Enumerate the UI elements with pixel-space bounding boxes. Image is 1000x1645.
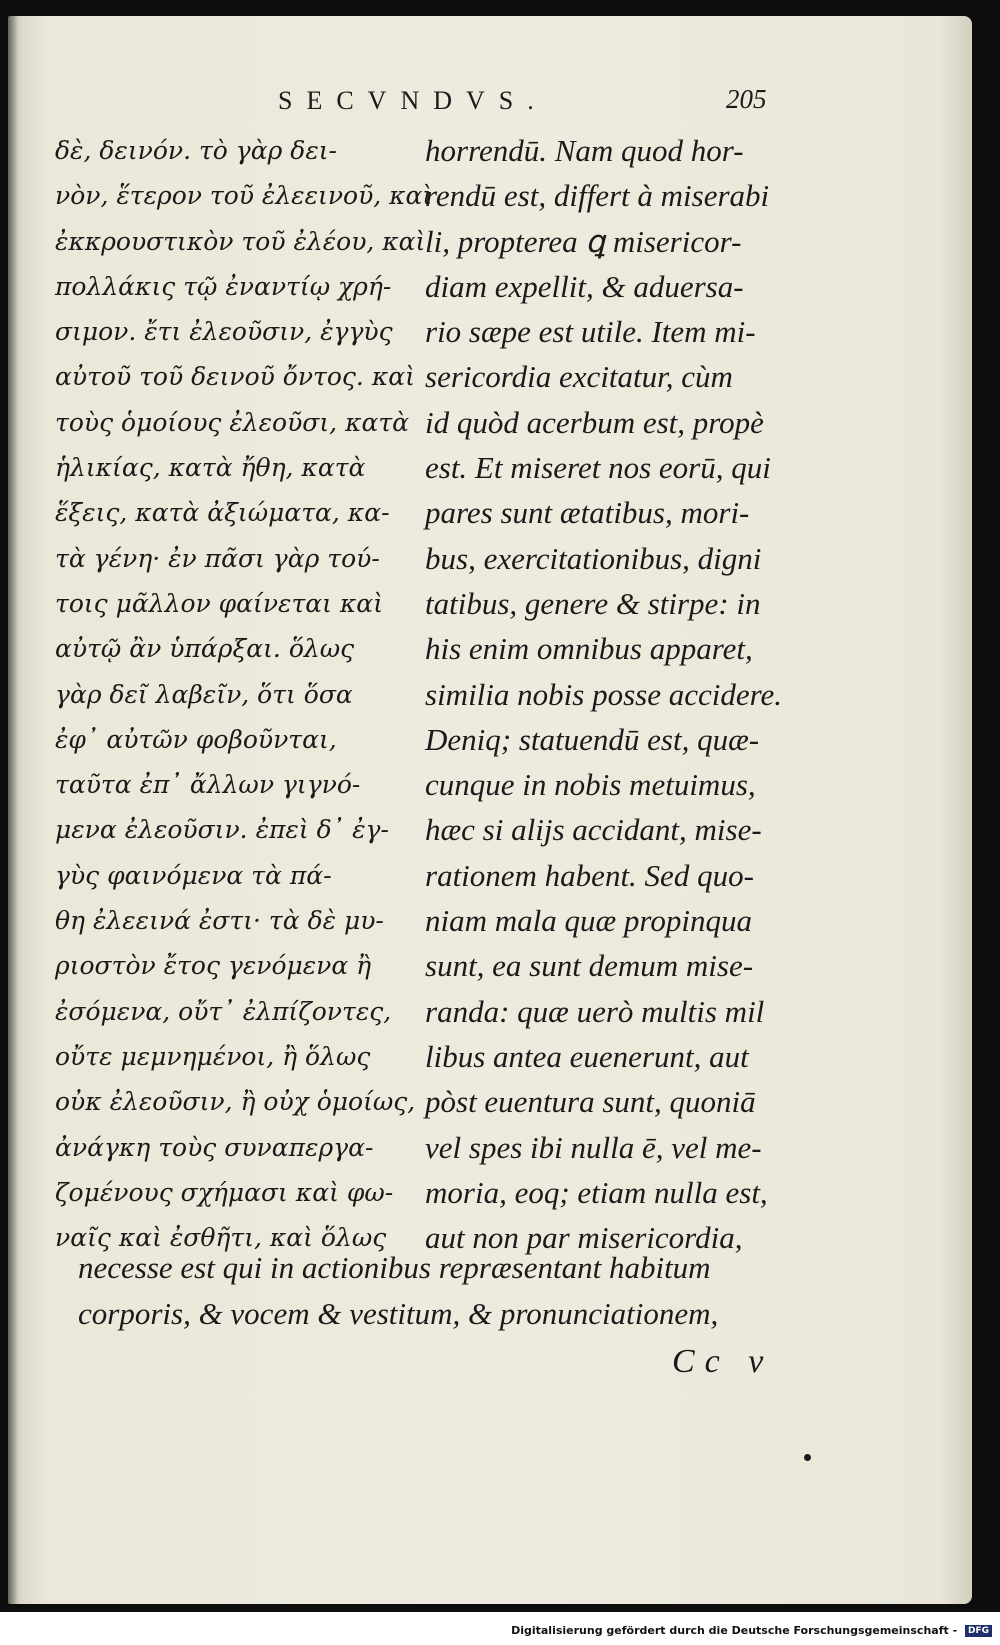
greek-line: οὐκ ἐλεοῦσιν, ἢ οὐχ ὁμοίως, [55,1087,416,1117]
greek-column [55,128,433,1260]
latin-line: li, propterea ꝗ misericor- [425,223,742,259]
greek-line: τοις μᾶλλον φαίνεται καὶ [55,588,383,618]
latin-line: Deniq; statuendū est, quæ- [425,721,760,757]
latin-line: similia nobis posse accidere. [425,676,783,712]
greek-line: ἐσόμενα, οὔτ᾽ ἐλπίζοντες, [55,996,392,1026]
greek-line: τὰ γένη· ἐν πᾶσι γὰρ τού- [55,543,380,573]
latin-line: sericordia excitatur, cùm [425,359,733,395]
full-width-line: corporis, & vocem & vestitum, & pronunciationem, [78,1296,719,1331]
latin-line: hæc si alijs accidant, mise- [425,812,762,848]
latin-line: moria, eoq; etiam nulla est, [425,1174,768,1210]
latin-line: cunque in nobis metuimus, [425,767,756,803]
latin-line: sunt, ea sunt demum mise- [425,948,754,984]
running-head: SECVNDVS. [278,86,548,115]
greek-line: ριοστὸν ἔτος γενόμενα ἢ [55,951,372,981]
greek-line: ἐκκρουστικὸν τοῦ ἐλέου, καὶ [55,226,426,256]
greek-line: ἐφ᾽ αὐτῶν φοβοῦνται, [55,724,337,754]
greek-line: τοὺς ὁμοίους ἐλεοῦσι, κατὰ [55,407,410,437]
latin-line: randa: quæ uerò multis mil [425,993,765,1029]
latin-line: niam mala quæ propinqua [425,903,752,939]
greek-line: νὸν, ἕτερον τοῦ ἐλεεινοῦ, καὶ [55,181,433,211]
latin-line: tatibus, genere & stirpe: in [425,585,761,621]
ink-speck [804,1454,811,1461]
spine-shadow [8,16,18,1604]
latin-line: libus antea euenerunt, aut [425,1038,749,1074]
latin-line: bus, exercitationibus, digni [425,540,762,576]
greek-line: ἕξεις, κατὰ ἀξιώματα, κα- [55,498,390,528]
latin-line: id quòd acerbum est, propè [425,404,764,440]
latin-line: rio sæpe est utile. Item mi- [425,314,756,350]
greek-line: δὲ, δεινόν. τὸ γὰρ δει- [55,136,337,165]
latin-line: his enim omnibus apparet, [425,631,753,667]
greek-line: γὰρ δεῖ λαβεῖν, ὅτι ὅσα [55,679,353,709]
latin-line: pòst euentura sunt, quoniā [425,1084,756,1120]
greek-line: σιμον. ἔτι ἐλεοῦσιν, ἐγγὺς [55,317,393,347]
footer-text: Digitalisierung gefördert durch die Deutsche Forschungsgemeinschaft - [511,1624,958,1637]
latin-line: est. Et miseret nos eorū, qui [425,450,771,486]
full-width-line: necesse est qui in actionibus repræsentant habitum [78,1250,711,1285]
latin-column [425,128,830,1260]
dfg-logo: DFG [965,1625,992,1637]
greek-line: γὺς φαινόμενα τὰ πά- [55,860,332,890]
latin-line: vel spes ibi nulla ē, vel me- [425,1129,762,1165]
greek-line: ναῖς καὶ ἐσθῆτι, καὶ ὅλως [55,1223,387,1253]
latin-line: rationem habent. Sed quo- [425,857,754,893]
latin-line: pares sunt ætatibus, mori- [425,495,750,531]
greek-line: ζομένους σχήμασι καὶ φω- [55,1177,394,1207]
digitization-footer [511,1624,992,1637]
latin-line: rendū est, differt à miserabi [425,178,770,214]
page-number: 205 [726,84,767,114]
greek-line: ἡλικίας, κατὰ ἤθη, κατὰ [55,453,366,483]
greek-line: αὐτοῦ τοῦ δεινοῦ ὄντος. καὶ [55,362,415,392]
greek-line: θη ἐλεεινά ἐστι· τὰ δὲ μυ- [55,906,384,936]
latin-line: horrendū. Nam quod hor- [425,133,744,168]
greek-line: οὔτε μεμνημένοι, ἢ ὅλως [55,1041,371,1071]
signature-mark: Cc v [672,1343,774,1380]
latin-line: diam expellit, & aduersa- [425,268,744,304]
latin-line: aut non par misericordia, [425,1220,743,1256]
greek-line: ἀνάγκη τοὺς συναπεργα- [55,1132,374,1162]
greek-line: πολλάκις τῷ ἐναντίῳ χρή- [55,271,392,301]
greek-line: μενα ἐλεοῦσιν. ἐπεὶ δ᾽ ἐγ- [55,815,389,845]
greek-line: ταῦτα ἐπ᾽ ἄλλων γιγνό- [55,770,361,800]
greek-line: αὐτῷ ἂν ὑπάρξαι. ὅλως [55,634,355,664]
